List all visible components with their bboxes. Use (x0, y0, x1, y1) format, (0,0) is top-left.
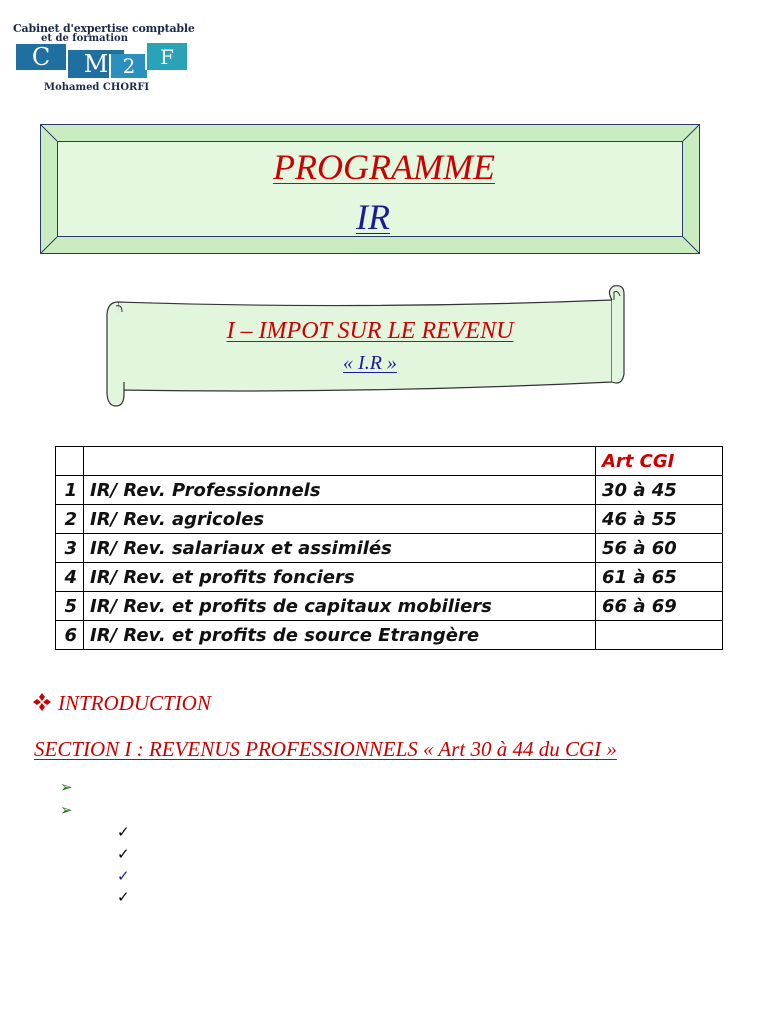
scroll-banner (100, 282, 630, 410)
logo-letter-2: 2 (109, 54, 147, 78)
check-bullet-icon: ✓ (117, 845, 130, 863)
arrow-bullet-icon: ➢ (60, 801, 73, 819)
arrow-bullet-icon: ➢ (60, 778, 73, 796)
section-heading: SECTION I : REVENUS PROFESSIONNELS « Art 30 à 44 du CGI » (34, 737, 617, 761)
logo-firm-name: Cabinet d'expertise comptable (13, 22, 195, 35)
program-table (55, 446, 723, 650)
check-bullet-icon: ✓ (117, 888, 130, 906)
table-row (56, 534, 723, 563)
row-articles (596, 621, 723, 650)
row-number: 5 (56, 592, 84, 621)
logo-letter-c: C (16, 44, 66, 70)
check-bullet-icon: ✓ (117, 867, 130, 885)
row-articles: 66 à 69 (596, 592, 723, 621)
row-articles: 56 à 60 (596, 534, 723, 563)
table-row (56, 563, 723, 592)
table-row (56, 476, 723, 505)
row-label: IR/ Rev. et profits de source Etrangère (84, 621, 596, 650)
row-articles: 30 à 45 (596, 476, 723, 505)
page-title: PROGRAMME (273, 147, 495, 187)
row-label: IR/ Rev. et profits fonciers (84, 563, 596, 592)
company-logo (8, 22, 193, 97)
logo-letter-f: F (145, 43, 187, 70)
table-row (56, 505, 723, 534)
row-articles: 61 à 65 (596, 563, 723, 592)
logo-firm-subtitle: et de formation (41, 33, 128, 44)
logo-letter-m: M (66, 50, 124, 78)
row-number: 4 (56, 563, 84, 592)
row-label: IR/ Rev. salariaux et assimilés (84, 534, 596, 563)
header-num-cell (56, 447, 84, 476)
row-number: 2 (56, 505, 84, 534)
check-bullet-icon: ✓ (117, 823, 130, 841)
banner-abbreviation: « I.R » (343, 352, 397, 374)
table-row (56, 592, 723, 621)
table-row (56, 621, 723, 650)
header-art-cgi: Art CGI (596, 447, 723, 476)
row-label: IR/ Rev. agricoles (84, 505, 596, 534)
row-number: 1 (56, 476, 84, 505)
row-label: IR/ Rev. et profits de capitaux mobiliers (84, 592, 596, 621)
row-label: IR/ Rev. Professionnels (84, 476, 596, 505)
table-header-row (56, 447, 723, 476)
row-number: 3 (56, 534, 84, 563)
banner-heading: I – IMPOT SUR LE REVENU (226, 318, 514, 344)
four-diamond-bullet-icon (32, 692, 52, 712)
row-articles: 46 à 55 (596, 505, 723, 534)
page-subtitle: IR (356, 197, 390, 237)
introduction-label: INTRODUCTION (58, 691, 211, 715)
introduction-heading (32, 691, 211, 716)
row-number: 6 (56, 621, 84, 650)
header-label-cell (84, 447, 596, 476)
logo-owner-name: Mohamed CHORFI (44, 82, 150, 93)
